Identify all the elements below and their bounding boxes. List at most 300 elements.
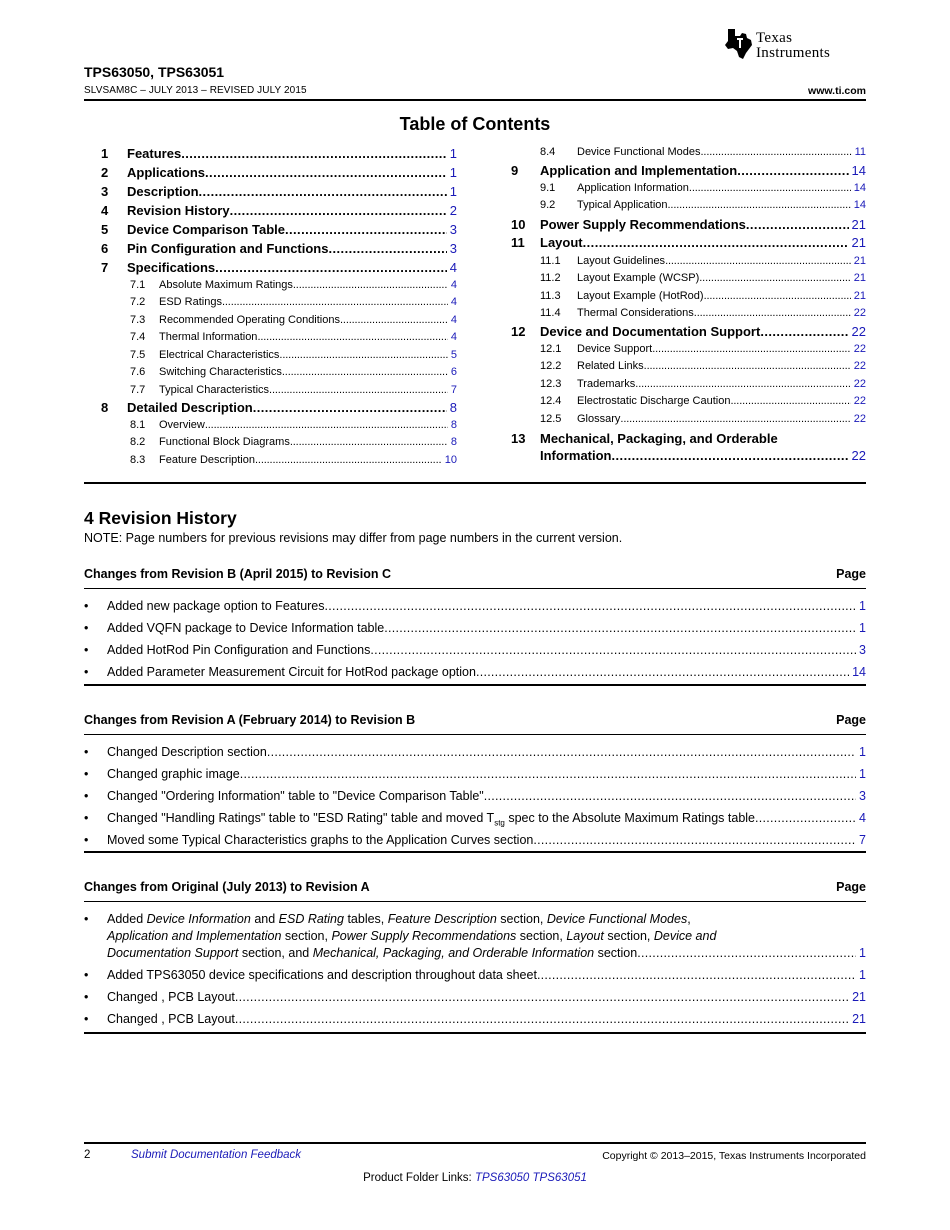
toc-entry-page[interactable]: 8 bbox=[450, 436, 457, 448]
toc-heading: Table of Contents bbox=[399, 114, 551, 134]
page-column-label: Page bbox=[836, 713, 866, 727]
toc-entry-label: Information bbox=[540, 448, 612, 463]
revision-item-line bbox=[107, 945, 866, 962]
bullet-icon: • bbox=[84, 665, 89, 679]
revision-text-fragment: section, bbox=[516, 929, 567, 943]
toc-entry-page[interactable]: 21 bbox=[851, 235, 866, 250]
toc-entry-page[interactable]: 6 bbox=[450, 366, 457, 378]
toc-leader-dots bbox=[635, 378, 850, 390]
feedback-link[interactable]: Submit Documentation Feedback bbox=[131, 1149, 302, 1161]
section-reference: Device Information bbox=[146, 912, 251, 926]
leader-dots bbox=[476, 664, 849, 681]
revision-item-text: Changed graphic image bbox=[107, 767, 240, 781]
toc-leader-dots bbox=[340, 314, 448, 326]
toc-entry-number: 7.6 bbox=[130, 366, 146, 378]
toc-entry-number: 11.2 bbox=[540, 272, 561, 284]
section-reference: Device Functional Modes bbox=[546, 912, 688, 926]
leader-dots bbox=[267, 744, 856, 761]
revision-item-text bbox=[107, 810, 755, 832]
toc-entry[interactable] bbox=[511, 343, 866, 355]
toc-entry-13-line1[interactable] bbox=[511, 431, 866, 446]
revision-item-body bbox=[107, 744, 866, 761]
toc-entry-page[interactable]: 1 bbox=[449, 165, 457, 180]
revision-item-text bbox=[107, 911, 866, 962]
toc-leader-dots bbox=[612, 448, 849, 463]
toc-entry-label: Layout Example (WCSP) bbox=[577, 272, 700, 284]
toc-leader-dots bbox=[282, 366, 448, 378]
section-reference: Documentation Support bbox=[107, 946, 239, 960]
toc-entry-page[interactable]: 7 bbox=[450, 384, 457, 396]
toc-leader-dots bbox=[222, 296, 448, 308]
toc-entry-number: 12.3 bbox=[540, 378, 562, 390]
toc-leader-dots bbox=[290, 436, 448, 448]
revision-item-text: Changed , PCB Layout bbox=[107, 990, 235, 1004]
revision-item-page[interactable]: 3 bbox=[859, 789, 866, 803]
revision-item-page[interactable]: 14 bbox=[852, 665, 866, 679]
texas-state-icon bbox=[722, 27, 754, 61]
revision-item-line bbox=[107, 928, 866, 945]
toc-entry-label: Recommended Operating Conditions bbox=[159, 314, 340, 326]
toc-entry[interactable] bbox=[101, 146, 457, 161]
toc-entry-page[interactable]: 21 bbox=[851, 217, 866, 232]
section-reference: Feature Description bbox=[387, 912, 497, 926]
toc-entry-page[interactable]: 21 bbox=[853, 290, 866, 302]
revision-item-body bbox=[107, 620, 866, 637]
toc-entry-page[interactable]: 22 bbox=[853, 343, 866, 355]
toc-entry-label: Feature Description bbox=[159, 454, 255, 466]
toc-entry-page[interactable]: 1 bbox=[449, 146, 457, 161]
toc-entry-number: 7.4 bbox=[130, 331, 146, 343]
toc-entry[interactable] bbox=[101, 400, 457, 415]
toc-entry-number: 9.2 bbox=[540, 199, 556, 211]
bullet-icon: • bbox=[84, 621, 89, 635]
toc-entry-number: 5 bbox=[101, 222, 109, 237]
revision-text-fragment: spec to the Absolute Maximum Ratings table bbox=[504, 811, 756, 825]
toc-leader-dots bbox=[328, 241, 446, 256]
revision-group-title: Changes from Revision A (February 2014) to Revision B bbox=[84, 713, 416, 727]
toc-divider bbox=[84, 482, 866, 484]
revision-item-body bbox=[107, 788, 866, 805]
revision-item[interactable] bbox=[84, 911, 866, 963]
toc-entry-number: 11.3 bbox=[540, 290, 561, 302]
leader-dots bbox=[537, 967, 856, 984]
revision-text-fragment: tables, bbox=[343, 912, 388, 926]
section-reference: Power Supply Recommendations bbox=[331, 929, 517, 943]
toc-entry-label: ESD Ratings bbox=[159, 296, 222, 308]
revision-item-line bbox=[107, 911, 866, 928]
toc-entry-label: Application Information bbox=[577, 182, 689, 194]
toc-leader-dots bbox=[285, 222, 447, 237]
toc-entry-number: 2 bbox=[101, 165, 109, 180]
toc-entry-number: 7.3 bbox=[130, 314, 146, 326]
toc-entry[interactable] bbox=[101, 296, 457, 308]
revision-group-heading bbox=[84, 880, 866, 894]
ti-logo bbox=[722, 27, 868, 63]
section-reference: Layout bbox=[566, 929, 604, 943]
logo-text-line1: Texas bbox=[756, 30, 793, 46]
toc-entry-label: Glossary bbox=[577, 413, 621, 425]
toc-entry-label: Power Supply Recommendations bbox=[540, 217, 746, 232]
toc-entry[interactable] bbox=[511, 413, 866, 425]
toc-entry-page[interactable]: 3 bbox=[449, 241, 457, 256]
toc-leader-dots bbox=[199, 184, 447, 199]
toc-entry-label: Application and Implementation bbox=[540, 163, 738, 178]
toc-entry-number: 12.1 bbox=[540, 343, 562, 355]
toc-entry-label: Trademarks bbox=[577, 378, 636, 390]
toc-entry[interactable] bbox=[511, 272, 866, 284]
toc-entry-number: 8.3 bbox=[130, 454, 146, 466]
revision-text-fragment: section, and bbox=[238, 946, 313, 960]
revision-text-fragment bbox=[107, 945, 637, 962]
toc-entry-label: Description bbox=[127, 184, 199, 199]
toc-leader-dots bbox=[668, 199, 851, 211]
revision-group-rule bbox=[84, 588, 866, 589]
leader-dots bbox=[533, 832, 856, 849]
toc-entry[interactable] bbox=[101, 314, 457, 326]
toc-entry-page[interactable]: 14 bbox=[851, 163, 866, 178]
toc-entry[interactable] bbox=[511, 182, 866, 194]
toc-entry-page[interactable]: 4 bbox=[450, 314, 457, 326]
toc-entry[interactable] bbox=[511, 163, 866, 178]
leader-dots bbox=[484, 788, 856, 805]
toc-entry-label: Layout Guidelines bbox=[577, 255, 666, 267]
toc-entry-label: Device Comparison Table bbox=[127, 222, 285, 237]
toc-entry[interactable] bbox=[101, 419, 457, 431]
toc-leader-dots bbox=[215, 260, 447, 275]
revision-item-page[interactable]: 1 bbox=[859, 968, 866, 982]
toc-left-column bbox=[101, 146, 457, 476]
page-number: 2 bbox=[84, 1149, 91, 1161]
revision-text-fragment: Changed "Handling Ratings" table to "ESD Rating" table and moved T bbox=[107, 811, 495, 825]
revision-group-rule bbox=[84, 901, 866, 902]
revision-item-body bbox=[107, 766, 866, 783]
toc-entry-label: Device Support bbox=[577, 343, 653, 355]
toc-entry-number: 9 bbox=[511, 163, 519, 178]
toc-entry-number: 9.1 bbox=[540, 182, 556, 194]
revision-item-body bbox=[107, 598, 866, 615]
toc-entry[interactable] bbox=[511, 324, 866, 339]
toc-entry-page[interactable]: 22 bbox=[851, 448, 866, 463]
revision-group-heading bbox=[84, 567, 866, 581]
toc-entry[interactable] bbox=[511, 360, 866, 372]
revision-group-end-rule bbox=[84, 1032, 866, 1034]
toc-leader-dots bbox=[255, 454, 442, 466]
toc-entry-label: Related Links bbox=[577, 360, 644, 372]
toc-entry-number: 7.2 bbox=[130, 296, 146, 308]
toc-entry-label: Detailed Description bbox=[127, 400, 253, 415]
revision-note: NOTE: Page numbers for previous revisions may differ from page numbers in the current version. bbox=[84, 531, 623, 545]
toc-entry-number: 12.4 bbox=[540, 395, 562, 407]
toc-leader-dots bbox=[689, 182, 851, 194]
revision-item-body bbox=[107, 1011, 866, 1028]
revision-item-text: Changed Description section bbox=[107, 745, 267, 759]
header-divider bbox=[84, 99, 866, 101]
toc-entry-page[interactable]: 22 bbox=[853, 360, 866, 372]
toc-entry-number: 1 bbox=[101, 146, 109, 161]
toc-entry-page[interactable]: 8 bbox=[449, 400, 457, 415]
revision-item-page[interactable]: 1 bbox=[859, 599, 866, 613]
toc-leader-dots bbox=[620, 413, 850, 425]
toc-entry[interactable] bbox=[101, 279, 457, 291]
bullet-icon: • bbox=[84, 643, 89, 657]
revision-item-page[interactable]: 1 bbox=[859, 745, 866, 759]
toc-entry[interactable] bbox=[101, 203, 457, 218]
toc-entry[interactable] bbox=[101, 384, 457, 396]
toc-entry-13-line2[interactable] bbox=[511, 448, 866, 463]
toc-entry-label: Layout Example (HotRod) bbox=[577, 290, 704, 302]
revision-item-page[interactable]: 21 bbox=[852, 1012, 866, 1026]
toc-entry-number: 11 bbox=[511, 235, 525, 250]
document-revision: SLVSAM8C – JULY 2013 – REVISED JULY 2015 bbox=[84, 85, 307, 96]
toc-entry-number: 8.1 bbox=[130, 419, 146, 431]
toc-entry-page[interactable]: 8 bbox=[450, 419, 457, 431]
toc-leader-dots bbox=[699, 272, 850, 284]
toc-entry-number: 7 bbox=[101, 260, 109, 275]
revision-item-text: Changed , PCB Layout bbox=[107, 1012, 235, 1026]
toc-entry-page[interactable]: 4 bbox=[450, 296, 457, 308]
revision-history-title: 4 Revision History bbox=[84, 508, 237, 528]
revision-item-text: Added HotRod Pin Configuration and Functions bbox=[107, 643, 371, 657]
revision-item-page[interactable]: 21 bbox=[852, 990, 866, 1004]
section-reference: ESD Rating bbox=[278, 912, 344, 926]
toc-leader-dots bbox=[230, 203, 447, 218]
product-link-tps63051[interactable]: TPS63051 bbox=[532, 1172, 587, 1184]
revision-item-text: Added new package option to Features bbox=[107, 599, 325, 613]
toc-leader-dots bbox=[269, 384, 448, 396]
toc-leader-dots bbox=[760, 324, 848, 339]
revision-group-title: Changes from Original (July 2013) to Revision A bbox=[84, 880, 370, 894]
section-reference: Mechanical, Packaging, and Orderable Information bbox=[312, 946, 595, 960]
revision-item-body bbox=[107, 967, 866, 984]
revision-item-text: Added TPS63050 device specifications and description throughout data sheet bbox=[107, 968, 537, 982]
toc-entry[interactable] bbox=[511, 235, 866, 250]
copyright: Copyright © 2013–2015, Texas Instruments Incorporated bbox=[602, 1150, 866, 1162]
toc-entry[interactable] bbox=[101, 260, 457, 275]
toc-entry-page[interactable]: 22 bbox=[853, 413, 866, 425]
toc-entry-number: 4 bbox=[101, 203, 109, 218]
revision-item-page[interactable]: 1 bbox=[859, 621, 866, 635]
toc-entry-label: Typical Characteristics bbox=[159, 384, 270, 396]
toc-entry[interactable] bbox=[511, 199, 866, 211]
toc-entry[interactable] bbox=[511, 217, 866, 232]
toc-entry[interactable] bbox=[101, 349, 457, 361]
toc-entry-page[interactable]: 22 bbox=[851, 324, 866, 339]
toc-entry-number: 3 bbox=[101, 184, 109, 199]
website-link[interactable]: www.ti.com bbox=[808, 85, 866, 97]
toc-leader-dots bbox=[704, 290, 851, 302]
toc-entry-number: 10 bbox=[511, 217, 526, 232]
toc-entry[interactable] bbox=[101, 184, 457, 199]
bullet-icon: • bbox=[84, 990, 89, 1004]
revision-item-text: Changed "Ordering Information" table to "Device Comparison Table" bbox=[107, 789, 484, 803]
toc-entry[interactable] bbox=[511, 146, 866, 158]
revision-text-fragment: section bbox=[594, 946, 638, 960]
toc-entry-label: Specifications bbox=[127, 260, 216, 275]
revision-item-body bbox=[107, 989, 866, 1006]
toc-entry-page[interactable]: 4 bbox=[450, 279, 457, 291]
revision-group-end-rule bbox=[84, 684, 866, 686]
revision-item-text: Moved some Typical Characteristics graphs to the Application Curves section bbox=[107, 833, 534, 847]
toc-leader-dots bbox=[205, 165, 447, 180]
toc-entry-label: Typical Application bbox=[577, 199, 668, 211]
revision-item-body bbox=[107, 642, 866, 659]
leader-dots bbox=[637, 945, 856, 962]
logo-text-line2: Instruments bbox=[756, 45, 831, 61]
toc-entry-page[interactable]: 5 bbox=[450, 349, 457, 361]
toc-entry[interactable] bbox=[101, 241, 457, 256]
toc-entry-label: Layout bbox=[540, 235, 583, 250]
toc-entry-page[interactable]: 14 bbox=[853, 182, 866, 194]
bullet-icon: • bbox=[84, 745, 89, 759]
product-link-tps63050[interactable]: TPS63050 bbox=[474, 1172, 530, 1184]
toc-entry-page[interactable]: 4 bbox=[450, 331, 457, 343]
section-reference: Application and Implementation bbox=[107, 929, 282, 943]
revision-text-fragment: section, bbox=[281, 929, 332, 943]
toc-entry[interactable] bbox=[511, 290, 866, 302]
toc-entry-number: 12 bbox=[511, 324, 526, 339]
toc-leader-dots bbox=[737, 163, 848, 178]
revision-text-fragment: and bbox=[250, 912, 279, 926]
revision-text-fragment: Added bbox=[107, 912, 147, 926]
toc-entry-page[interactable]: 10 bbox=[444, 454, 457, 466]
toc-leader-dots bbox=[746, 217, 849, 232]
revision-text-fragment: section, bbox=[496, 912, 547, 926]
bullet-icon: • bbox=[84, 833, 89, 847]
toc-entry-page[interactable]: 22 bbox=[853, 307, 866, 319]
toc-entry[interactable] bbox=[101, 366, 457, 378]
toc-entry-label: Thermal Information bbox=[159, 331, 258, 343]
toc-entry-label: Overview bbox=[159, 419, 205, 431]
section-reference: Device and bbox=[653, 929, 717, 943]
bullet-icon: • bbox=[84, 767, 89, 781]
toc-entry-page[interactable]: 2 bbox=[449, 203, 457, 218]
toc-leader-dots bbox=[665, 255, 851, 267]
revision-item-page[interactable]: 4 bbox=[859, 811, 866, 825]
toc-entry-number: 11.1 bbox=[540, 255, 561, 267]
toc-entry-page[interactable]: 14 bbox=[853, 199, 866, 211]
revision-item-body bbox=[107, 664, 866, 681]
subscript: stg bbox=[494, 818, 505, 828]
revision-item-page[interactable]: 1 bbox=[859, 767, 866, 781]
toc-entry-page[interactable]: 3 bbox=[449, 222, 457, 237]
toc-entry-label: Pin Configuration and Functions bbox=[127, 241, 329, 256]
revision-item-body bbox=[107, 832, 866, 849]
toc-leader-dots bbox=[701, 146, 852, 158]
toc-entry[interactable] bbox=[511, 255, 866, 267]
bullet-icon: • bbox=[84, 1012, 89, 1026]
toc-entry[interactable] bbox=[101, 222, 457, 237]
bullet-icon: • bbox=[84, 811, 89, 825]
revision-group-title: Changes from Revision B (April 2015) to Revision C bbox=[84, 567, 392, 581]
leader-dots bbox=[384, 620, 856, 637]
toc-entry-number: 8.4 bbox=[540, 146, 556, 158]
toc-entry[interactable] bbox=[101, 165, 457, 180]
toc-leader-dots bbox=[694, 307, 851, 319]
bullet-icon: • bbox=[84, 789, 89, 803]
toc-leader-dots bbox=[652, 343, 851, 355]
document-title: TPS63050, TPS63051 bbox=[84, 64, 225, 80]
toc-entry-label: Device and Documentation Support bbox=[540, 324, 761, 339]
revision-item-text: Added VQFN package to Device Information table bbox=[107, 621, 385, 635]
toc-leader-dots bbox=[293, 279, 448, 291]
toc-entry[interactable] bbox=[511, 307, 866, 319]
toc-entry-number: 7.1 bbox=[130, 279, 146, 291]
toc-entry-page[interactable]: 21 bbox=[853, 272, 866, 284]
toc-entry-number: 6 bbox=[101, 241, 109, 256]
toc-entry-label: Electrical Characteristics bbox=[159, 349, 280, 361]
toc-entry-page[interactable]: 11 bbox=[854, 146, 866, 158]
toc-leader-dots bbox=[205, 419, 448, 431]
bullet-icon: • bbox=[84, 599, 89, 613]
leader-dots bbox=[240, 766, 856, 783]
toc-entry[interactable] bbox=[101, 436, 457, 448]
revision-item-page[interactable]: 7 bbox=[859, 833, 866, 847]
leader-dots bbox=[325, 598, 857, 615]
revision-item-body bbox=[107, 810, 866, 832]
revision-text-fragment: , bbox=[687, 912, 691, 926]
toc-entry-page[interactable]: 21 bbox=[853, 255, 866, 267]
toc-entry-number: 12.5 bbox=[540, 413, 562, 425]
toc-entry[interactable] bbox=[511, 395, 866, 407]
product-folder-links bbox=[0, 1172, 950, 1184]
leader-dots bbox=[235, 1011, 849, 1028]
toc-leader-dots bbox=[253, 400, 447, 415]
toc-entry-page[interactable]: 1 bbox=[449, 184, 457, 199]
page-column-label: Page bbox=[836, 567, 866, 581]
toc-entry-label: Revision History bbox=[127, 203, 230, 218]
toc-entry-number: 8.2 bbox=[130, 436, 146, 448]
toc-entry[interactable] bbox=[101, 331, 457, 343]
toc-entry-number: 8 bbox=[101, 400, 109, 415]
toc-leader-dots bbox=[730, 395, 850, 407]
leader-dots bbox=[235, 989, 849, 1006]
revision-group-rule bbox=[84, 734, 866, 735]
toc-entry-label: Absolute Maximum Ratings bbox=[159, 279, 293, 291]
toc-entry-page[interactable]: 22 bbox=[853, 378, 866, 390]
revision-group-end-rule bbox=[84, 851, 866, 853]
toc-leader-dots bbox=[279, 349, 447, 361]
toc-entry[interactable] bbox=[511, 378, 866, 390]
bullet-icon: • bbox=[84, 968, 89, 982]
toc-entry-label: Functional Block Diagrams bbox=[159, 436, 290, 448]
toc-entry-label: Switching Characteristics bbox=[159, 366, 282, 378]
product-folder-label: Product Folder Links: bbox=[363, 1172, 472, 1184]
toc-entry-number: 12.2 bbox=[540, 360, 562, 372]
revision-item-page[interactable]: 1 bbox=[859, 946, 866, 960]
page-column-label: Page bbox=[836, 880, 866, 894]
revision-group-heading bbox=[84, 713, 866, 727]
toc-entry-label: Electrostatic Discharge Caution bbox=[577, 395, 731, 407]
toc-entry-number: 11.4 bbox=[540, 307, 561, 319]
footer-divider bbox=[84, 1142, 866, 1144]
bullet-icon: • bbox=[84, 912, 89, 926]
toc-entry-label: Applications bbox=[127, 165, 206, 180]
toc-entry-number: 7.5 bbox=[130, 349, 146, 361]
toc-leader-dots bbox=[181, 146, 447, 161]
toc-entry[interactable] bbox=[101, 454, 457, 466]
toc-entry-number: 7.7 bbox=[130, 384, 146, 396]
revision-item-page[interactable]: 3 bbox=[859, 643, 866, 657]
toc-entry-label: Device Functional Modes bbox=[577, 146, 701, 158]
toc-entry-label: Features bbox=[127, 146, 182, 161]
revision-text-fragment: section, bbox=[603, 929, 654, 943]
leader-dots bbox=[755, 810, 856, 827]
toc-entry-number: 13 bbox=[511, 431, 526, 446]
toc-entry-page[interactable]: 22 bbox=[853, 395, 866, 407]
toc-leader-dots bbox=[257, 331, 447, 343]
toc-leader-dots bbox=[583, 235, 849, 250]
toc-entry-page[interactable]: 4 bbox=[449, 260, 457, 275]
